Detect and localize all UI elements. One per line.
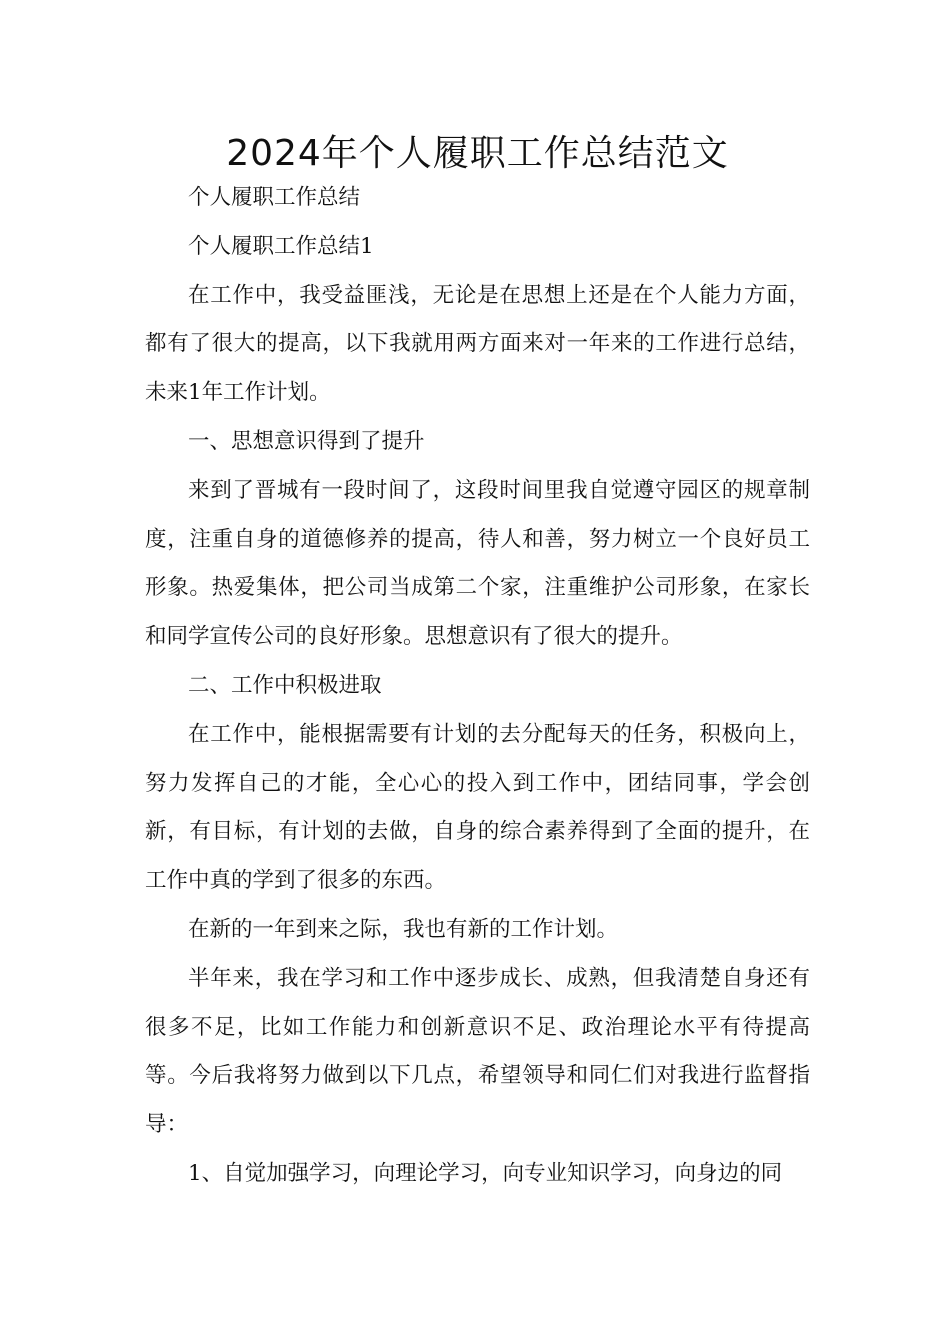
document-title: 2024年个人履职工作总结范文: [226, 133, 729, 174]
paragraph-section-2: 在工作中，能根据需要有计划的去分配每天的任务，积极向上，努力发挥自己的才能，全心心的投入到工作中，团结同事，学会创新，有目标，有计划的去做，自身的综合素养得到了全面的提升，在工作中真的学到了很多的东西。: [145, 721, 810, 894]
section-heading-1: 一、思想意识得到了提升: [188, 428, 425, 454]
paragraph-new-year: 在新的一年到来之际，我也有新的工作计划。: [188, 916, 619, 942]
paragraph-section-1: 来到了晋城有一段时间了，这段时间里我自觉遵守园区的规章制度，注重自身的道德修养的提高，待人和善，努力树立一个良好员工形象。热爱集体，把公司当成第二个家，注重维护公司形象，在家长和同学宣传公司的良好形象。思想意识有了很大的提升。: [145, 477, 810, 650]
list-item-1: 1、自觉加强学习，向理论学习，向专业知识学习，向身边的同: [188, 1160, 783, 1186]
document-body: [145, 174, 810, 1199]
paragraph-subheading: 个人履职工作总结1: [188, 233, 374, 259]
paragraph-intro: 在工作中，我受益匪浅，无论是在思想上还是在个人能力方面，都有了很大的提高，以下我就用两方面来对一年来的工作进行总结，未来1年工作计划。: [145, 282, 810, 406]
section-heading-2: 二、工作中积极进取: [188, 672, 382, 698]
paragraph-half-year: 半年来，我在学习和工作中逐步成长、成熟，但我清楚自身还有很多不足，比如工作能力和创新意识不足、政治理论水平有待提高等。今后我将努力做到以下几点，希望领导和同仁们对我进行监督指导：: [145, 965, 810, 1138]
paragraph-heading: 个人履职工作总结: [188, 185, 361, 210]
